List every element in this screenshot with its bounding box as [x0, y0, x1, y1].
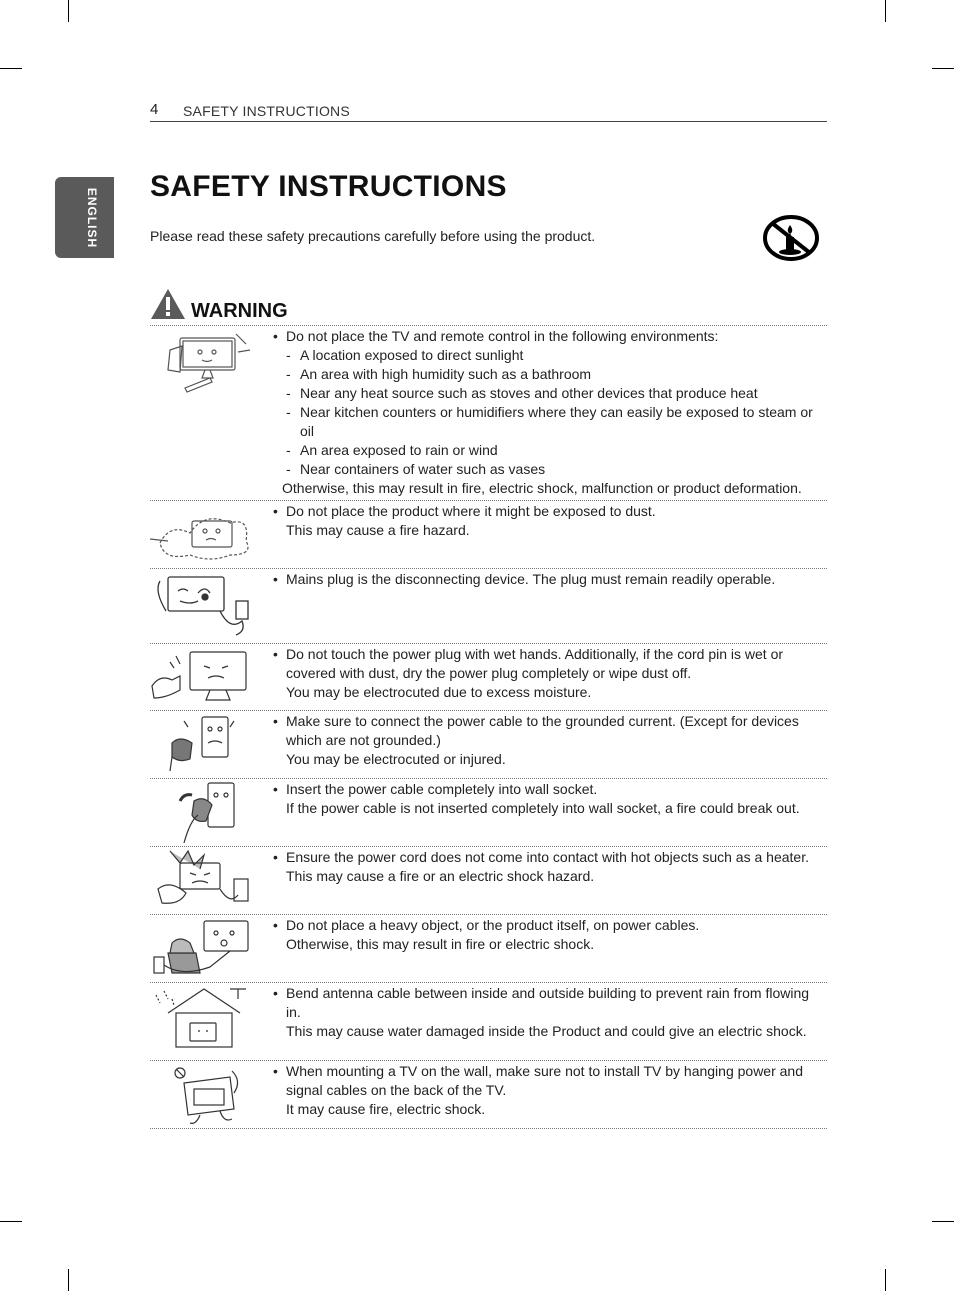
warning-row-socket: [150, 778, 827, 846]
warning-triangle-icon: [150, 288, 186, 320]
warning-row-grounded: [150, 710, 827, 778]
environment-item: - An area exposed to rain or wind: [272, 441, 827, 460]
crop-mark: [68, 0, 69, 22]
warning-row-heavy-object: [150, 914, 827, 982]
heater-cord-illustration: [150, 849, 260, 913]
warning-consequence: This may cause a fire or an electric shock hazard.: [286, 868, 595, 884]
page-title: SAFETY INSTRUCTIONS: [150, 170, 507, 203]
wall-mount-cables-illustration: [150, 1063, 260, 1127]
wet-hands-plug-illustration: [150, 646, 260, 708]
warning-bullet: • Ensure the power cord does not come into contact with hot objects such as a heater.: [272, 848, 827, 867]
warning-consequence: If the power cable is not inserted completely into wall socket, a fire could break out.: [286, 800, 800, 816]
warning-consequence: This may cause water damaged inside the Product and could give an electric shock.: [286, 1023, 807, 1039]
grounded-socket-illustration: [150, 713, 260, 775]
page-number: 4: [150, 101, 159, 118]
crop-mark: [0, 1221, 22, 1222]
environment-item: - Near containers of water such as vases: [272, 460, 827, 479]
crop-mark: [885, 0, 886, 22]
environment-item: - Near any heat source such as stoves and other devices that produce heat: [272, 384, 827, 403]
crop-mark: [68, 1269, 69, 1291]
antenna-house-illustration: [150, 985, 260, 1049]
warning-bullet: • Insert the power cable completely into wall socket.: [272, 780, 827, 799]
dusty-tv-illustration: [150, 503, 260, 565]
warning-bullet: • Bend antenna cable between inside and outside building to prevent rain from flowing in.: [272, 984, 827, 1022]
warning-consequence: You may be electrocuted or injured.: [286, 751, 506, 767]
no-candle-icon: [762, 211, 820, 265]
warning-bullet: • Mains plug is the disconnecting device. The plug must remain readily operable.: [272, 570, 827, 589]
crop-mark: [0, 68, 22, 69]
warning-bullet: • Do not place the product where it might be exposed to dust.: [272, 502, 827, 521]
warning-bullet: • When mounting a TV on the wall, make sure not to install TV by hanging power and signal cables on the back of the TV.: [272, 1062, 827, 1100]
warning-row-antenna: [150, 982, 827, 1060]
warning-consequence: You may be electrocuted due to excess moisture.: [286, 684, 592, 700]
warning-label: WARNING: [191, 300, 288, 322]
running-header: [150, 101, 827, 122]
insert-plug-illustration: [150, 781, 260, 843]
crop-mark: [932, 1221, 954, 1222]
heavy-object-cable-illustration: [150, 917, 260, 981]
warning-list: [150, 325, 827, 1129]
crop-mark: [885, 1269, 886, 1291]
environment-item: - A location exposed to direct sunlight: [272, 346, 827, 365]
intro-text: Please read these safety precautions carefully before using the product.: [150, 228, 596, 244]
warning-consequence: Otherwise, this may result in fire or electric shock.: [286, 936, 595, 952]
warning-row-wet-hands: [150, 643, 827, 710]
warning-note: Otherwise, this may result in fire, electric shock, malfunction or product deformation.: [282, 480, 802, 496]
crop-mark: [932, 68, 954, 69]
language-tab-label: ENGLISH: [85, 187, 99, 249]
tv-remote-illustration: [150, 328, 260, 398]
warning-bullet: • Do not touch the power plug with wet hands. Additionally, if the cord pin is wet or covered with dust, dry the power plug completely or wipe dust off.: [272, 645, 827, 683]
warning-row-environment: [150, 325, 827, 500]
warning-bullet: • Do not place the TV and remote control in the following environments:: [272, 327, 827, 346]
warning-consequence: This may cause a fire hazard.: [286, 522, 470, 538]
warning-bullet: • Do not place a heavy object, or the product itself, on power cables.: [272, 916, 827, 935]
warning-row-dust: [150, 500, 827, 568]
warning-bullet: • Make sure to connect the power cable to the grounded current. (Except for devices which are not grounded.): [272, 712, 827, 750]
warning-consequence: It may cause fire, electric shock.: [286, 1101, 486, 1117]
warning-row-hot-objects: [150, 846, 827, 914]
warning-row-mains-plug: [150, 568, 827, 643]
running-header-title: SAFETY INSTRUCTIONS: [183, 103, 350, 119]
warning-row-wall-mount: [150, 1060, 827, 1129]
environment-item: - An area with high humidity such as a bathroom: [272, 365, 827, 384]
environment-item: - Near kitchen counters or humidifiers where they can easily be exposed to steam or oil: [272, 403, 827, 441]
tv-plug-illustration: [150, 571, 260, 637]
